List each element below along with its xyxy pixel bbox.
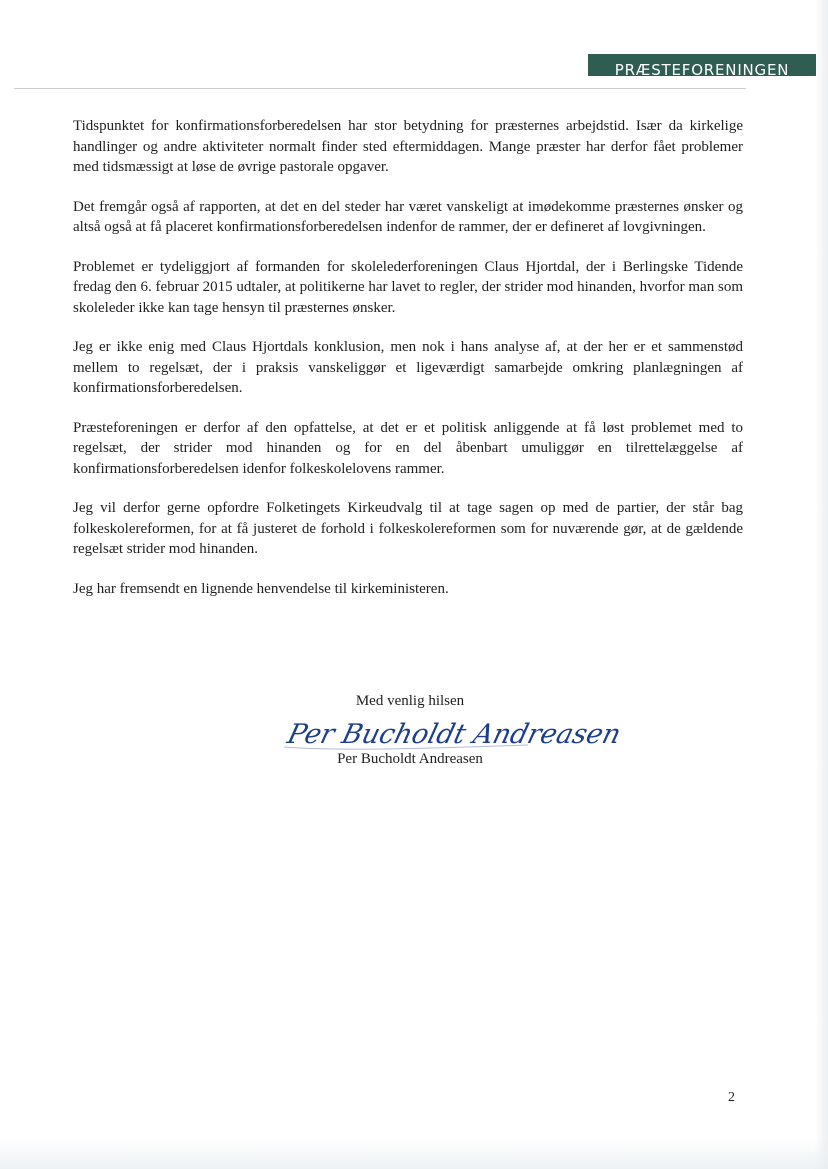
organization-banner [588,54,816,79]
paragraph: Det fremgår også af rapporten, at det en del steder har været vanskeligt at imødekomme præsternes ønsker og altså også at få placeret konfirmationsforberedelsen indenfor de rammer, der er defineret af lovgivningen. [73,198,743,235]
header-divider [14,88,746,89]
paragraph: Jeg har fremsendt en lignende henvendelse til kirkeministeren. [73,580,449,597]
paragraph: Tidspunktet for konfirmationsforberedelsen har stor betydning for præsternes arbejdstid. Især da kirkelige handlinger og andre aktiviteter normalt finder sted eftermiddagen. Mange præster har derfor fået problemer med tidsmæssigt at løse de øvrige pastorale opgaver. [73,118,743,175]
page-number: 2 [728,1090,735,1105]
paragraph: Problemet er tydeliggjort af formanden for skolelederforeningen Claus Hjortdal, der i Berlingske Tidende fredag den 6. februar 2015 udtaler, at politikerne har lavet to regler, der strider mod hinanden, hvorfor man som skoleleder ikke kan tage hensyn til præsternes ønsker. [73,258,743,316]
page-bottom-shadow [0,1139,828,1169]
closing-greeting: Med venlig hilsen [355,693,465,709]
handwritten-signature [270,711,624,757]
signer-name: Per Bucholdt Andreasen [337,751,483,767]
paragraph: Jeg er ikke enig med Claus Hjortdals konklusion, men nok i hans analyse af, at der her er et sammenstød mellem to regelsæt, der i praksis vanskeliggør et ligeværdigt samarbejde omkring planlægningen af konfirmationsforberedelsen. [73,339,743,396]
paragraph: Jeg vil derfor gerne opfordre Folketingets Kirkeudvalg til at tage sagen op med de partier, der står bag folkeskolereformen, for at få justeret de forhold i folkeskolereformen som for nuværende gør, at de gældende regelsæt strider mod hinanden. [73,500,743,557]
letter-closing [270,691,624,769]
signature-graphic [278,711,624,757]
signature-script: Per Bucholdt Andreasen [284,719,624,750]
organization-name: PRÆSTEFORENINGEN [614,61,790,79]
page-edge-shadow [814,0,828,1169]
letter-body [73,116,743,618]
paragraph: Præsteforeningen er derfor af den opfattelse, at det er et politisk anliggende at få løst problemet med to regelsæt, der strider mod hinanden og for en del åbenbart umuliggør en tilrettelæggelse af konfirmationsforberedelsen idenfor folkeskolelovens rammer. [73,419,743,477]
